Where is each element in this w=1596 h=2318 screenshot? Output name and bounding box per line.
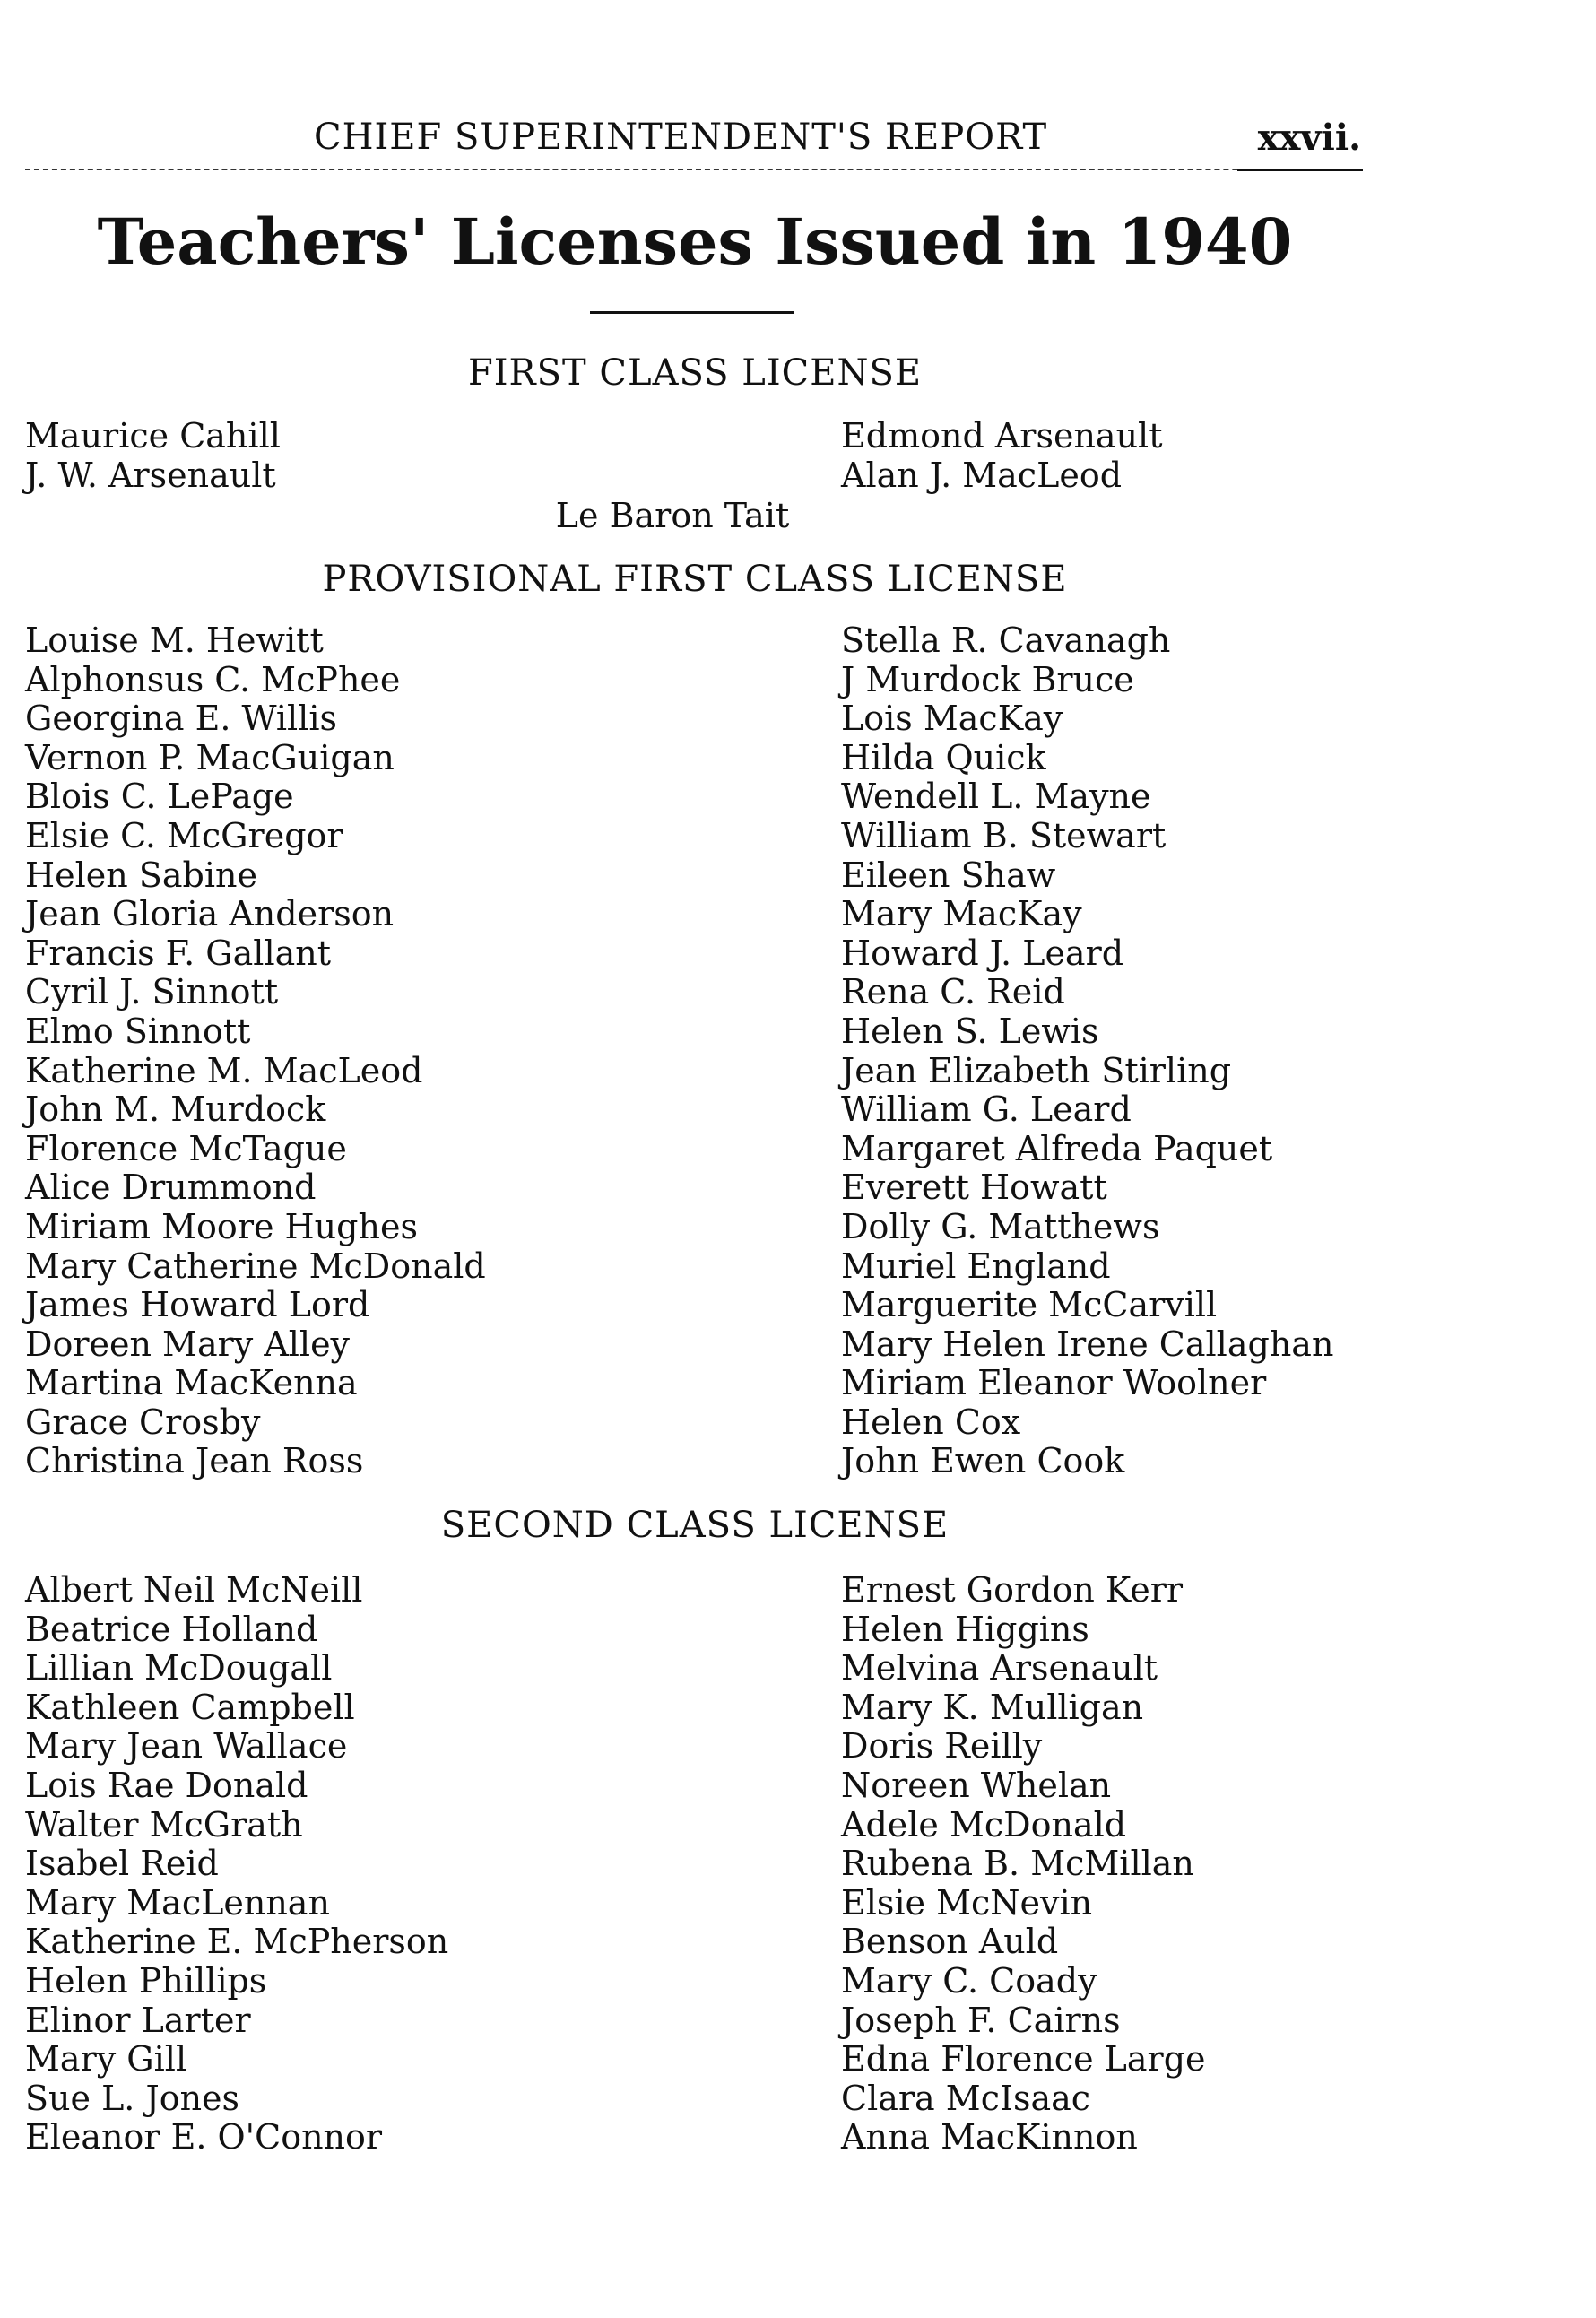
- licensee-name: Jean Elizabeth Stirling: [841, 1050, 1232, 1090]
- licensee-name: John M. Murdock: [25, 1090, 326, 1130]
- licensee-name: Everett Howatt: [841, 1168, 1107, 1208]
- licensee-name: Clara McIsaac: [841, 2078, 1091, 2118]
- licensee-name: Alphonsus C. McPhee: [25, 659, 401, 699]
- licensee-name: Helen Cox: [841, 1402, 1021, 1442]
- first-class-center-name: Le Baron Tait: [555, 496, 790, 535]
- title-divider: [590, 311, 794, 314]
- licensee-name: Blois C. LePage: [25, 777, 294, 817]
- licensee-name: Helen Higgins: [841, 1609, 1089, 1649]
- licensee-name: Mary K. Mulligan: [841, 1687, 1144, 1727]
- licensee-name: Anna MacKinnon: [841, 2117, 1138, 2157]
- provisional-right-list: [841, 621, 1333, 1481]
- licensee-name: Marguerite McCarvill: [841, 1285, 1218, 1325]
- licensee-name: Katherine M. MacLeod: [25, 1050, 423, 1090]
- licensee-name: James Howard Lord: [25, 1285, 370, 1325]
- licensee-name: Lois Rae Donald: [25, 1765, 308, 1805]
- licensee-name: Eleanor E. O'Connor: [25, 2117, 383, 2157]
- licensee-name: Cyril J. Sinnott: [25, 972, 279, 1012]
- page-number: xxvii.: [1257, 117, 1361, 159]
- licensee-name: Martina MacKenna: [25, 1363, 358, 1403]
- licensee-name: Jean Gloria Anderson: [25, 894, 395, 934]
- licensee-name: Mary Gill: [25, 2039, 187, 2079]
- licensee-name: Doreen Mary Alley: [25, 1324, 351, 1364]
- licensee-name: Muriel England: [841, 1246, 1111, 1286]
- licensee-name: Beatrice Holland: [25, 1609, 318, 1649]
- licensee-name: Margaret Alfreda Paquet: [841, 1128, 1273, 1168]
- licensee-name: Alice Drummond: [25, 1168, 317, 1208]
- licensee-name: Vernon P. MacGuigan: [25, 737, 395, 777]
- licensee-name: Elinor Larter: [25, 2000, 251, 2040]
- licensee-name: Mary Jean Wallace: [25, 1726, 348, 1767]
- licensee-name: Florence McTague: [25, 1128, 347, 1168]
- licensee-name: Elsie McNevin: [841, 1882, 1093, 1923]
- licensee-name: Eileen Shaw: [841, 855, 1056, 895]
- licensee-name: William B. Stewart: [841, 815, 1167, 855]
- licensee-name: Grace Crosby: [25, 1402, 261, 1442]
- licensee-name: Mary C. Coady: [841, 1960, 1097, 2001]
- licensee-name: Joseph F. Cairns: [841, 2000, 1121, 2040]
- licensee-name: Hilda Quick: [841, 737, 1046, 777]
- licensee-name: Howard J. Leard: [841, 933, 1124, 973]
- licensee-name: Francis F. Gallant: [25, 933, 331, 973]
- licensee-name: Louise M. Hewitt: [25, 621, 324, 660]
- licensee-name: Elsie C. McGregor: [25, 815, 343, 855]
- licensee-name: Benson Auld: [841, 1922, 1059, 1962]
- licensee-name: John Ewen Cook: [841, 1441, 1125, 1481]
- licensee-name: Adele McDonald: [841, 1804, 1127, 1845]
- header-rule-accent: [1237, 169, 1363, 171]
- licensee-name: Melvina Arsenault: [841, 1648, 1158, 1689]
- first-class-right-list: [841, 417, 1162, 495]
- licensee-name: Albert Neil McNeill: [25, 1570, 363, 1610]
- licensee-name: Doris Reilly: [841, 1726, 1043, 1767]
- licensee-name: J Murdock Bruce: [841, 659, 1134, 699]
- section-heading-second-class: SECOND CLASS LICENSE: [440, 1505, 950, 1546]
- licensee-name: Edna Florence Large: [841, 2039, 1206, 2079]
- first-class-left-list: [25, 417, 281, 495]
- licensee-name: Georgina E. Willis: [25, 699, 337, 739]
- licensee-name: Christina Jean Ross: [25, 1441, 364, 1481]
- running-header-title: CHIEF SUPERINTENDENT'S REPORT: [314, 117, 1048, 158]
- licensee-name: Walter McGrath: [25, 1804, 303, 1845]
- licensee-name: Kathleen Campbell: [25, 1687, 355, 1727]
- licensee-name: Mary Catherine McDonald: [25, 1246, 486, 1286]
- licensee-name: Lois MacKay: [841, 699, 1063, 739]
- licensee-name: J. W. Arsenault: [25, 455, 276, 495]
- licensee-name: Lillian McDougall: [25, 1648, 333, 1689]
- licensee-name: Maurice Cahill: [25, 416, 281, 456]
- licensee-name: Ernest Gordon Kerr: [841, 1570, 1184, 1610]
- licensee-name: Rubena B. McMillan: [841, 1844, 1194, 1884]
- licensee-name: Helen Sabine: [25, 855, 257, 895]
- licensee-name: William G. Leard: [841, 1090, 1132, 1130]
- licensee-name: Elmo Sinnott: [25, 1011, 251, 1051]
- section-heading-provisional: PROVISIONAL FIRST CLASS LICENSE: [322, 559, 1068, 600]
- second-class-left-list: [25, 1571, 448, 2157]
- licensee-name: Miriam Eleanor Woolner: [841, 1363, 1267, 1403]
- provisional-left-list: [25, 621, 486, 1481]
- licensee-name: Rena C. Reid: [841, 972, 1065, 1012]
- licensee-name: Stella R. Cavanagh: [841, 621, 1171, 660]
- licensee-name: Helen S. Lewis: [841, 1011, 1099, 1051]
- licensee-name: Mary Helen Irene Callaghan: [841, 1324, 1334, 1364]
- licensee-name: Isabel Reid: [25, 1844, 219, 1884]
- section-heading-first-class: FIRST CLASS LICENSE: [467, 352, 923, 394]
- licensee-name: Dolly G. Matthews: [841, 1206, 1160, 1246]
- licensee-name: Katherine E. McPherson: [25, 1922, 449, 1962]
- page-title: Teachers' Licenses Issued in 1940: [97, 204, 1293, 279]
- second-class-right-list: [841, 1571, 1206, 2157]
- header-rule: [25, 169, 1363, 170]
- licensee-name: Mary MacLennan: [25, 1882, 330, 1923]
- licensee-name: Helen Phillips: [25, 1960, 267, 2001]
- licensee-name: Miriam Moore Hughes: [25, 1206, 418, 1246]
- licensee-name: Wendell L. Mayne: [841, 777, 1151, 817]
- licensee-name: Sue L. Jones: [25, 2078, 240, 2118]
- licensee-name: Mary MacKay: [841, 894, 1082, 934]
- licensee-name: Edmond Arsenault: [841, 416, 1163, 456]
- licensee-name: Alan J. MacLeod: [841, 455, 1123, 495]
- licensee-name: Noreen Whelan: [841, 1765, 1112, 1805]
